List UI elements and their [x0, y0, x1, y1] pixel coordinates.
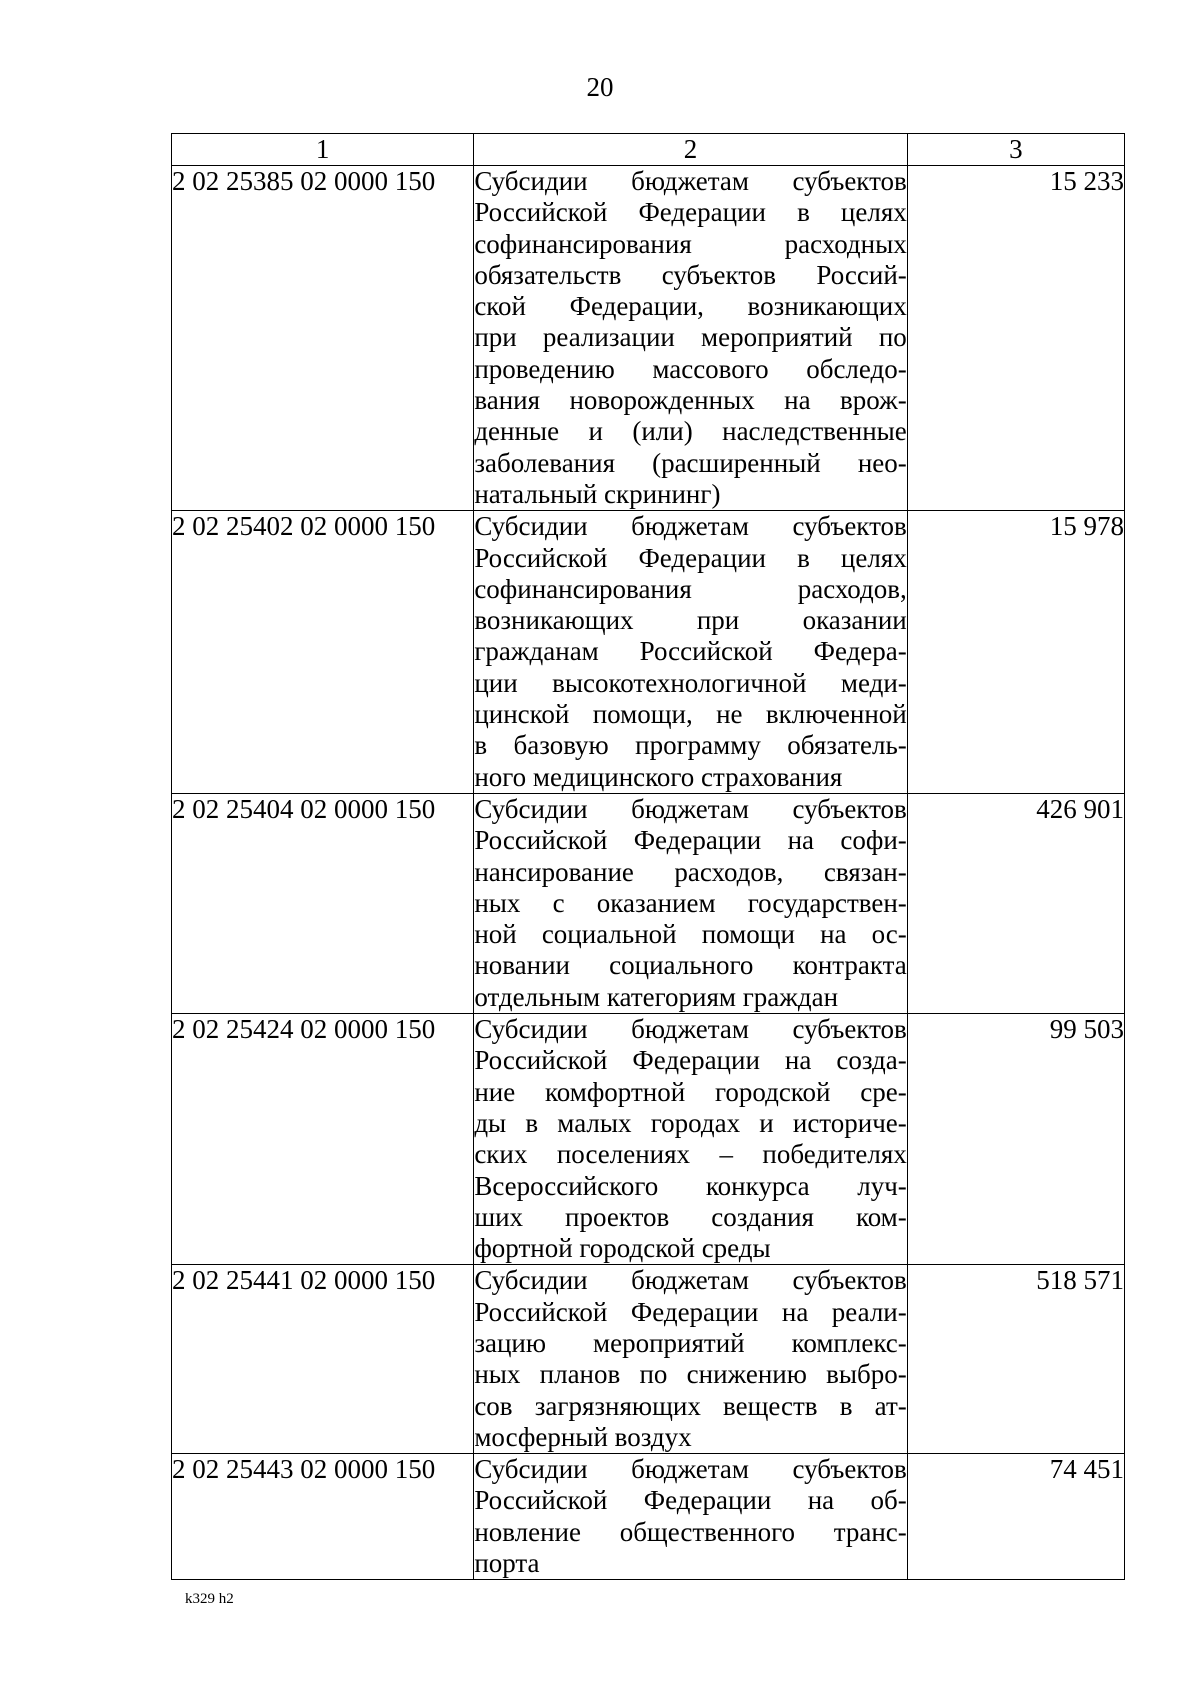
- description-line: Российской Федерации на об-: [474, 1485, 907, 1516]
- document-code: k329 h2: [185, 1591, 234, 1607]
- description-line: при реализации мероприятий по: [474, 322, 907, 353]
- table-row: [172, 1265, 1125, 1454]
- table-row: [172, 793, 1125, 1013]
- amount-cell: 15 233: [907, 166, 1124, 511]
- description-line: Субсидии бюджетам субъектов: [474, 1014, 907, 1045]
- description-line: ции высокотехнологичной меди-: [474, 667, 907, 698]
- description-line: Субсидии бюджетам субъектов: [474, 511, 907, 542]
- description-cell: [474, 793, 907, 1013]
- table-header: [172, 134, 1125, 166]
- table-row: [172, 1014, 1125, 1265]
- amount-cell: 426 901: [907, 793, 1124, 1013]
- description-line: Субсидии бюджетам субъектов: [474, 793, 907, 824]
- table-row: [172, 511, 1125, 794]
- page-number: 20: [586, 72, 614, 102]
- description-line: ших проектов создания ком-: [474, 1201, 907, 1232]
- description-line: натальный скрининг): [474, 478, 721, 509]
- description-cell: [474, 511, 907, 794]
- description-line: ние комфортной городской сре-: [474, 1076, 907, 1107]
- amount-cell: 99 503: [907, 1014, 1124, 1265]
- description-line: ных планов по снижению выбро-: [474, 1359, 907, 1390]
- description-line: новление общественного транс-: [474, 1516, 907, 1547]
- description-line: возникающих при оказании: [474, 605, 907, 636]
- budget-table: [171, 133, 1125, 1580]
- table-row: [172, 166, 1125, 511]
- budget-code-cell: 2 02 25424 02 0000 150: [172, 1014, 474, 1265]
- budget-code-cell: 2 02 25443 02 0000 150: [172, 1454, 474, 1580]
- header-row: [172, 134, 1125, 166]
- description-cell: [474, 166, 907, 511]
- description-line: зацию мероприятий комплекс-: [474, 1327, 907, 1358]
- description-line: ды в малых городах и историче-: [474, 1107, 907, 1138]
- description-line: Субсидии бюджетам субъектов: [474, 1454, 907, 1485]
- budget-code-cell: 2 02 25441 02 0000 150: [172, 1265, 474, 1454]
- description-cell: [474, 1265, 907, 1454]
- description-line: Российской Федерации в целях: [474, 542, 907, 573]
- description-line: ной социальной помощи на ос-: [474, 919, 907, 950]
- table-body: [172, 166, 1125, 1580]
- description-line: Российской Федерации в целях: [474, 197, 907, 228]
- description-line: фортной городской среды: [474, 1233, 771, 1264]
- description-line: Субсидии бюджетам субъектов: [474, 1265, 907, 1296]
- description-line: новании социального контракта: [474, 950, 907, 981]
- description-line: Российской Федерации на реали-: [474, 1296, 907, 1327]
- amount-cell: 518 571: [907, 1265, 1124, 1454]
- description-line: заболевания (расширенный нео-: [474, 447, 907, 478]
- description-line: вания новорожденных на врож-: [474, 385, 907, 416]
- description-line: Всероссийского конкурса луч-: [474, 1170, 907, 1201]
- description-line: гражданам Российской Федера-: [474, 636, 907, 667]
- description-line: денные и (или) наследственные: [474, 416, 907, 447]
- description-line: обязательств субъектов Россий-: [474, 259, 907, 290]
- description-line: ных с оказанием государствен-: [474, 887, 907, 918]
- amount-cell: 15 978: [907, 511, 1124, 794]
- budget-code-cell: 2 02 25404 02 0000 150: [172, 793, 474, 1013]
- description-line: мосферный воздух: [474, 1421, 692, 1452]
- description-line: Российской Федерации на софи-: [474, 825, 907, 856]
- description-line: ской Федерации, возникающих: [474, 291, 907, 322]
- description-cell: [474, 1454, 907, 1580]
- description-line: сов загрязняющих веществ в ат-: [474, 1390, 907, 1421]
- description-line: Российской Федерации на созда-: [474, 1045, 907, 1076]
- budget-code-cell: 2 02 25402 02 0000 150: [172, 511, 474, 794]
- description-line: ских поселениях – победителях: [474, 1139, 907, 1170]
- budget-code-cell: 2 02 25385 02 0000 150: [172, 166, 474, 511]
- description-line: проведению массового обследо-: [474, 353, 907, 384]
- description-line: порта: [474, 1548, 540, 1579]
- description-line: нансирование расходов, связан-: [474, 856, 907, 887]
- table-row: [172, 1454, 1125, 1580]
- description-cell: [474, 1014, 907, 1265]
- description-line: цинской помощи, не включенной: [474, 699, 907, 730]
- amount-cell: 74 451: [907, 1454, 1124, 1580]
- description-line: Субсидии бюджетам субъектов: [474, 166, 907, 196]
- description-line: софинансирования расходов,: [474, 573, 907, 604]
- description-line: ного медицинского страхования: [474, 761, 843, 792]
- description-line: софинансирования расходных: [474, 228, 907, 259]
- header-col-2: 2: [474, 134, 907, 166]
- description-line: отдельным категориям граждан: [474, 981, 839, 1012]
- description-line: в базовую программу обязатель-: [474, 730, 907, 761]
- header-col-1: 1: [172, 134, 474, 166]
- header-col-3: 3: [907, 134, 1124, 166]
